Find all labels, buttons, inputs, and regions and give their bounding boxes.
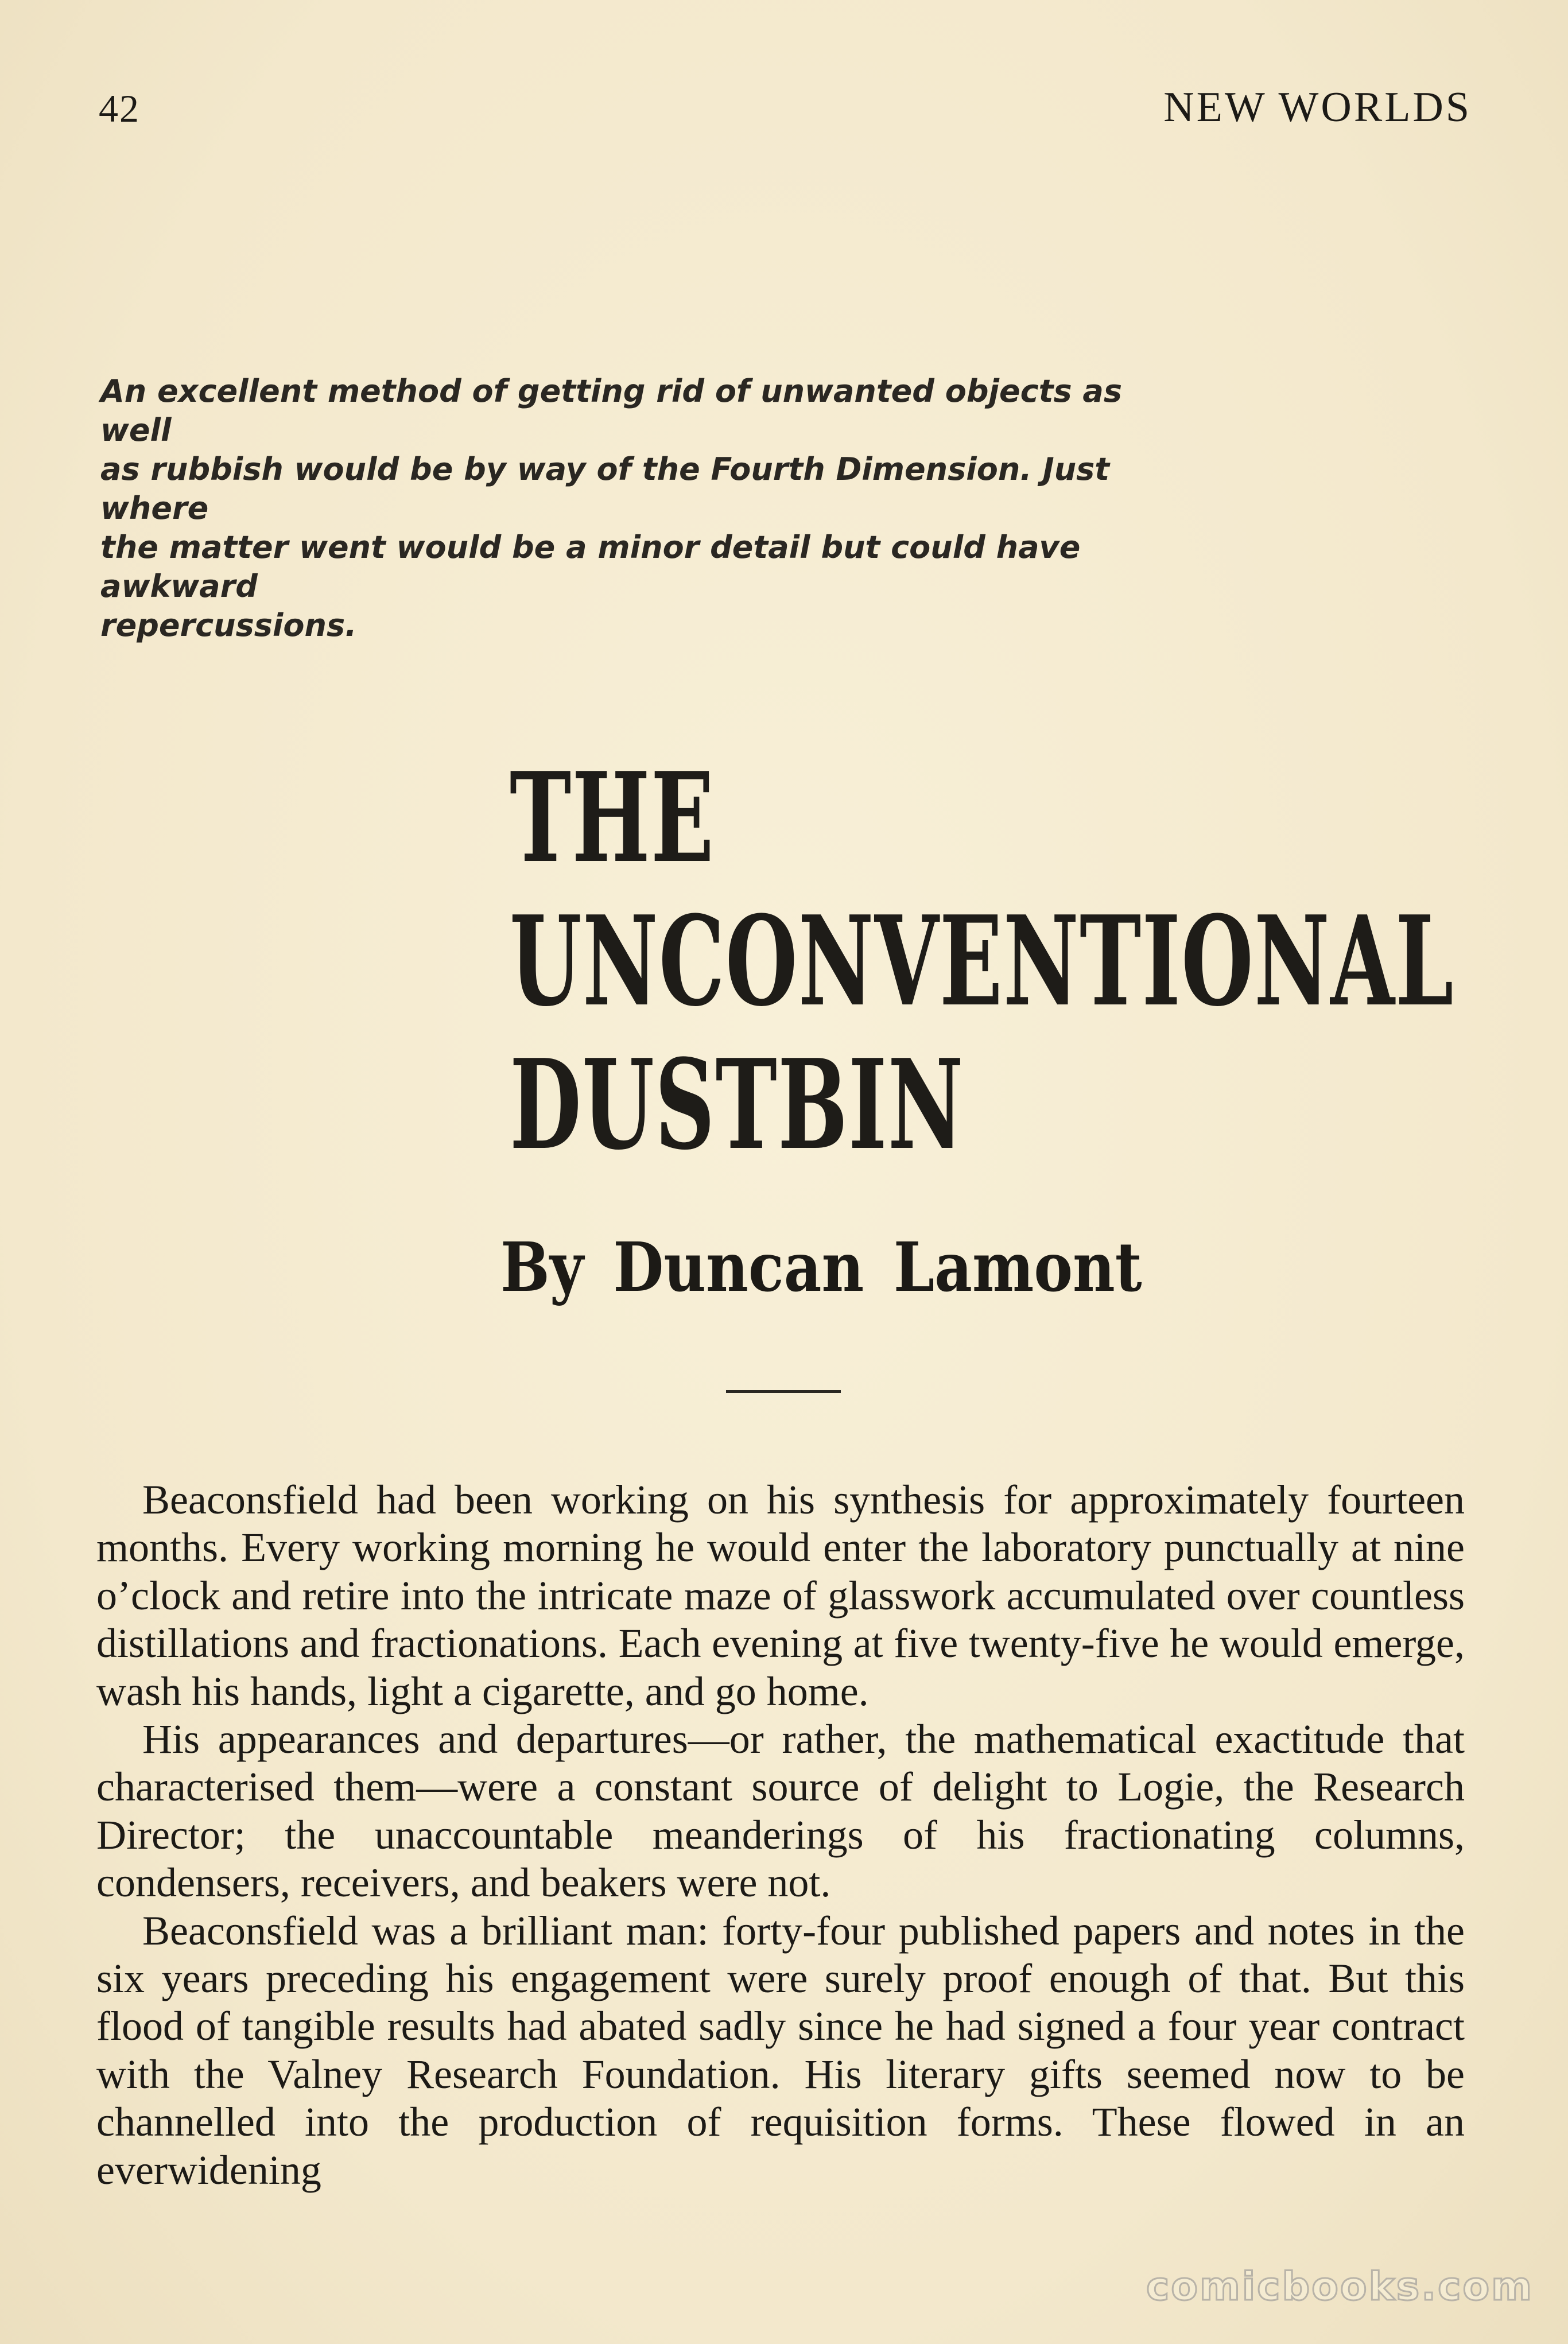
byline-word: By [500, 1227, 584, 1307]
blurb-line: as rubbish would be by way of the Fourth Dimension. Just where [100, 451, 1110, 526]
author-first-name: Duncan [613, 1227, 864, 1307]
story-body [96, 1476, 1465, 2194]
story-title [510, 745, 1454, 1177]
watermark-logo: comicbooks.com [1146, 2264, 1534, 2310]
body-paragraph: His appearances and departures—or rather, the mathematical exactitude that characterised them—were a constant source of delight to Logie, the Research Director; the unaccountable meanderings of his fractionating columns, condensers, receivers, and beakers were not. [96, 1716, 1465, 1906]
blurb-line: repercussions. [100, 607, 357, 643]
title-line: DUSTBIN [510, 1032, 964, 1177]
page-number: 42 [99, 87, 140, 130]
title-line: THE [510, 745, 715, 890]
running-head: NEW WORLDS [1163, 84, 1472, 131]
blurb-line: An excellent method of getting rid of unwanted objects as well [100, 373, 1122, 448]
title-line: UNCONVENTIONAL [510, 888, 1454, 1034]
blurb-line: the matter went would be a minor detail but could have awkward [100, 529, 1081, 604]
story-blurb [100, 372, 1134, 645]
author-last-name: Lamont [893, 1227, 1142, 1307]
byline [500, 1227, 1171, 1307]
body-paragraph: Beaconsfield was a brilliant man: forty-four published papers and notes in the six years preceding his engagement were surely proof enough of that. But this flood of tangible results had abated sadly since he had signed a four year contract with the Valney Research Foundation. His literary gifts seemed now to be channelled into the production of requisition forms. These flowed in an everwidening [96, 1907, 1465, 2193]
section-divider [726, 1390, 841, 1393]
body-paragraph: Beaconsfield had been working on his synthesis for approximately fourteen months. Every working morning he would enter the laboratory punctually at nine o’clock and retire into the intricate maze of glasswork accumulated over countless distillations and fractionations. Each evening at five twenty-five he would emerge, wash his hands, light a cigarette, and go home. [96, 1477, 1465, 1714]
